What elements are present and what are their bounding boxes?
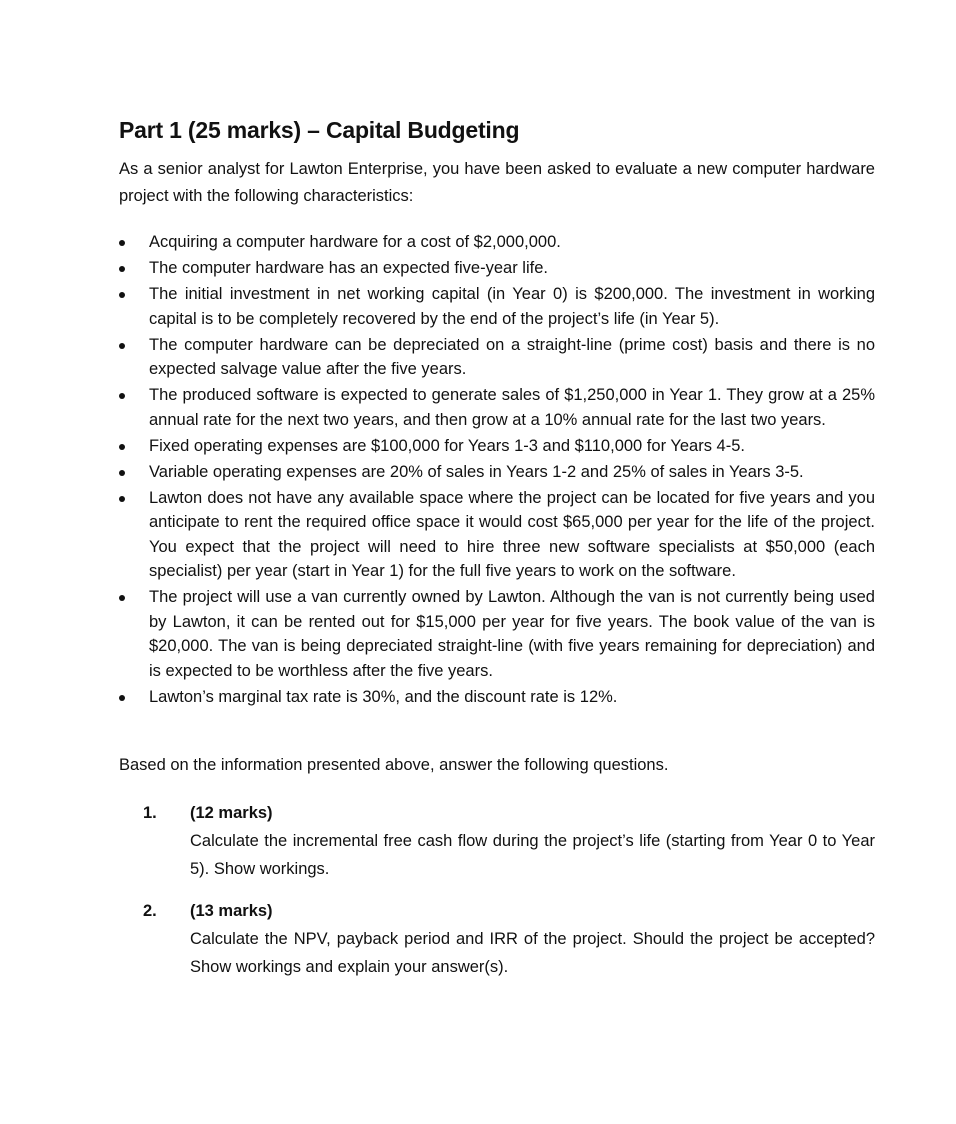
list-item-text: Fixed operating expenses are $100,000 for Years 1-3 and $110,000 for Years 4-5. — [149, 436, 745, 455]
bullet-icon — [119, 393, 125, 399]
bullet-icon — [119, 343, 125, 349]
bullet-icon — [119, 470, 125, 476]
page-title: Part 1 (25 marks) – Capital Budgeting — [119, 117, 520, 143]
project-characteristics-list — [119, 230, 875, 709]
list-item — [119, 333, 875, 382]
list-item — [119, 434, 875, 459]
bullet-icon — [119, 240, 125, 246]
question-item — [143, 799, 875, 883]
questions-lead: Based on the information presented above, answer the following questions. — [119, 756, 669, 774]
question-number: 2. — [143, 902, 157, 920]
list-item-text: The initial investment in net working capital (in Year 0) is $200,000. The investment in working capital is to be completely recovered by the end of the project’s life (in Year 5). — [149, 285, 875, 328]
document-page — [119, 114, 875, 995]
list-item-text: The computer hardware has an expected five-year life. — [149, 259, 548, 277]
question-marks: (13 marks) — [190, 902, 273, 920]
list-item-text: Lawton’s marginal tax rate is 30%, and the discount rate is 12%. — [149, 687, 618, 706]
bullet-icon — [119, 266, 125, 272]
list-item-text: Variable operating expenses are 20% of sales in Years 1-2 and 25% of sales in Years 3-5. — [149, 462, 804, 481]
list-item-text: The project will use a van currently owned by Lawton. Although the van is not currently being used by Lawton, it can be rented out for $15,000 per year for five years. The book value of the van is $20,000. The van is being depreciated straight-line (with five years remaining for depreciation) and is expected to be worthless after the five years. — [149, 588, 875, 680]
list-item — [119, 230, 875, 255]
bullet-icon — [119, 695, 125, 701]
list-item — [119, 685, 875, 710]
list-item — [119, 282, 875, 331]
list-item-text: Acquiring a computer hardware for a cost of $2,000,000. — [149, 233, 561, 251]
question-number: 1. — [143, 804, 157, 822]
list-item — [119, 585, 875, 683]
list-item-text: The produced software is expected to generate sales of $1,250,000 in Year 1. They grow at a 25% annual rate for the next two years, and then grow at a 10% annual rate for the last two years. — [149, 386, 875, 429]
list-item — [119, 383, 875, 432]
question-marks: (12 marks) — [190, 804, 273, 822]
bullet-icon — [119, 496, 125, 502]
bullet-icon — [119, 444, 125, 450]
list-item-text: Lawton does not have any available space where the project can be located for five years and you anticipate to rent the required office space it would cost $65,000 per year for the life of the project. You expect that the project will need to hire three new software specialists at $50,000 (each specialist) per year (start in Year 1) for the full five years to work on the software. — [149, 488, 875, 580]
list-item-text: The computer hardware can be depreciated on a straight-line (prime cost) basis and there is no expected salvage value after the five years. — [149, 335, 875, 378]
question-text: Calculate the incremental free cash flow during the project’s life (starting from Year 0 to Year 5). Show workings. — [190, 832, 875, 878]
questions-list — [119, 799, 875, 981]
intro-paragraph: As a senior analyst for Lawton Enterprise, you have been asked to evaluate a new computer hardware project with the following characteristics: — [119, 160, 875, 205]
question-text: Calculate the NPV, payback period and IRR of the project. Should the project be accepted? Show workings and explain your answer(s). — [190, 930, 875, 976]
question-item — [143, 897, 875, 981]
bullet-icon — [119, 595, 125, 601]
list-item — [119, 486, 875, 584]
list-item — [119, 256, 875, 281]
list-item — [119, 460, 875, 485]
bullet-icon — [119, 292, 125, 298]
